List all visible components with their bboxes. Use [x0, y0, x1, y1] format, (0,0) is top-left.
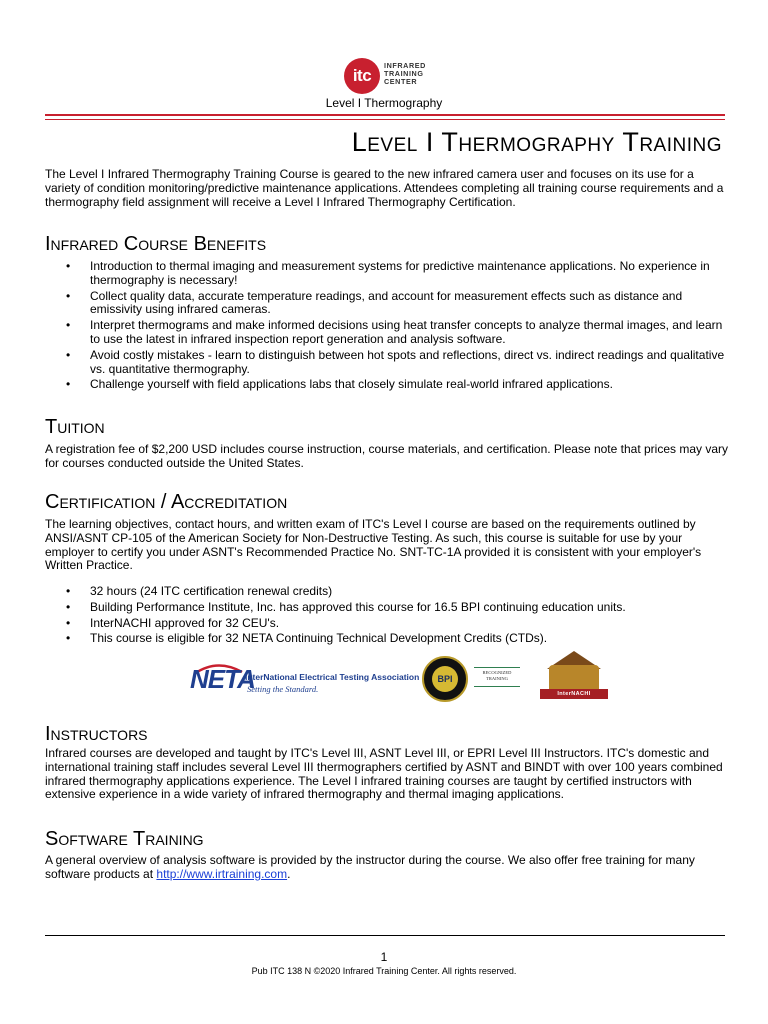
label-line: TRAINING: [486, 675, 508, 681]
header-divider: [45, 114, 725, 116]
certification-heading: Certification / Accreditation: [45, 491, 288, 513]
label-line: RECOGNIZED: [482, 670, 512, 675]
divider: [474, 686, 520, 687]
neta-logo: [190, 660, 420, 700]
list-item: • Challenge yourself with field applications labs that closely simulate real-world infrared applications.: [45, 378, 730, 392]
itc-logo-text: [384, 62, 426, 86]
certification-list: [45, 585, 730, 648]
tuition-paragraph: A registration fee of $2,200 USD includes course instruction, course materials, and certification. Please note that prices may vary for courses conducted outside the United States.: [45, 442, 729, 470]
divider: [474, 667, 520, 668]
neta-name: InterNational Electrical Testing Association: [245, 672, 420, 682]
list-item: • Avoid costly mistakes - learn to distinguish between hot spots and reflections, direct vs. indirect readings and qualitative vs. quantitative thermography.: [45, 349, 730, 377]
instructors-heading: Instructors: [45, 723, 148, 745]
certification-paragraph: The learning objectives, contact hours, and written exam of ITC's Level I course are based on the requirements outlined by ANSI/ASNT CP-105 of the American Society for Non-Destructive Testing. As such, this course is suitable for use by your employer to certify you under ASNT's Recommended Practice No. SNT-TC-1A provided it is consistent with your employer's Written Practice.: [45, 517, 702, 573]
software-text: A general overview of analysis software is provided by the instructor during the course. We also offer free training for many software products at: [45, 853, 695, 881]
list-item: • Collect quality data, accurate temperature readings, and account for measurement effects such as distance and emissivity using infrared cameras.: [45, 290, 730, 318]
list-item: • 32 hours (24 ITC certification renewal credits): [45, 585, 730, 599]
footer-copyright: Pub ITC 138 N ©2020 Infrared Training Center. All rights reserved.: [251, 966, 517, 976]
neta-mark: NETA: [190, 664, 255, 694]
list-item: • Introduction to thermal imaging and measurement systems for predictive maintenance applications. No experience in thermography is necessary!: [45, 260, 730, 288]
bpi-seal: [422, 656, 468, 702]
list-item: • This course is eligible for 32 NETA Continuing Technical Development Credits (CTDs).: [45, 632, 730, 646]
header-divider-thin: [45, 119, 725, 120]
list-item: • Building Performance Institute, Inc. has approved this course for 16.5 BPI continuing education units.: [45, 601, 730, 615]
logo-line: INFRARED: [384, 61, 426, 70]
page-number: 1: [380, 950, 388, 964]
software-text-end: .: [287, 866, 291, 881]
irtraining-link[interactable]: http://www.irtraining.com: [156, 866, 288, 881]
benefits-heading: Infrared Course Benefits: [45, 233, 267, 255]
header-subtitle: Level I Thermography: [325, 96, 443, 110]
itc-logo: [344, 58, 430, 96]
benefits-list: [45, 260, 730, 394]
software-paragraph: [45, 854, 730, 882]
instructors-paragraph: Infrared courses are developed and taught by ITC's Level III, ASNT Level III, or EPRI Level III Instructors. ITC's domestic and international training staff includes several Level III thermographers certified by ASNT and BINDT with over 100 years combined infrared thermography applications experience. The Level I infrared training courses are taught by certified instructors with extensive experience in a wide variety of infrared thermography and thermal imaging applications.: [45, 746, 723, 802]
software-heading: Software Training: [45, 828, 204, 850]
tuition-heading: Tuition: [45, 416, 105, 438]
bpi-mark: BPI: [432, 666, 458, 692]
logo-line: CENTER: [384, 77, 418, 86]
internachi-logo: [537, 651, 611, 703]
itc-logo-mark: itc: [344, 58, 380, 94]
footer-divider: [45, 935, 725, 936]
list-item: • InterNACHI approved for 32 CEU's.: [45, 617, 730, 631]
list-item: • Interpret thermograms and make informed decisions using heat transfer concepts to analyze thermal images, and learn to use the latest in infrared inspection report generation and analysis software.: [45, 319, 730, 347]
internachi-ribbon: InterNACHI: [540, 689, 608, 699]
intro-paragraph: The Level I Infrared Thermography Training Course is geared to the new infrared camera user and focuses on its use for a variety of condition monitoring/predictive maintenance applications. Attendees completing all training course requirements and a thermography field assignment will receive a Level I Infrared Thermography Certification.: [45, 167, 724, 209]
logo-line: TRAINING: [384, 69, 424, 78]
neta-tagline: Setting the Standard.: [247, 684, 319, 694]
page-title: Level I Thermography Training: [351, 127, 722, 157]
recognized-training-label: [472, 670, 522, 681]
